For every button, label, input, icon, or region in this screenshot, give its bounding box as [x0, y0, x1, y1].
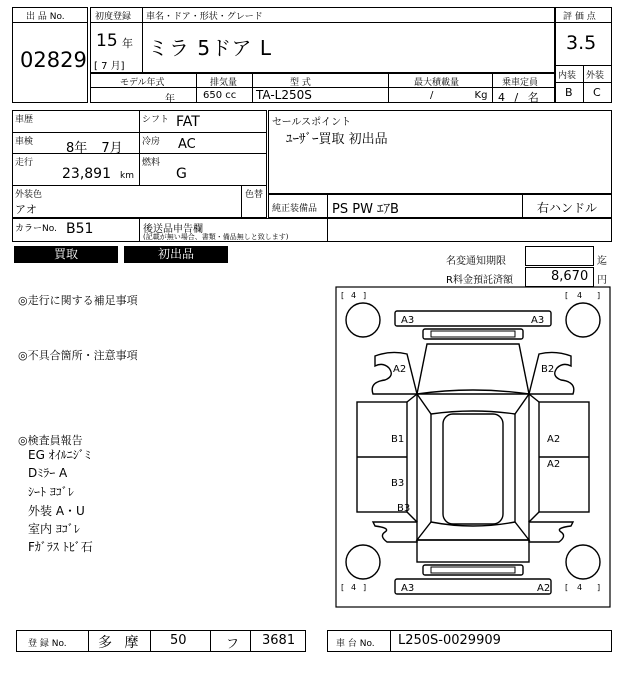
registration-area: 多 摩	[98, 635, 139, 651]
inspector-item: EG ｵｲﾙﾆｼﾞﾐ	[28, 448, 91, 462]
first-registration-label: 初度登録	[95, 12, 132, 22]
model-type: TA-L250S	[256, 88, 312, 102]
damage-mark-left-quarter: B3	[397, 503, 411, 514]
rear-bumper	[395, 579, 551, 594]
exterior-color-label: 外装色	[15, 190, 43, 200]
max-load: / Kg	[430, 90, 488, 101]
registration-number: 3681	[262, 633, 296, 648]
buy-tag: 買取	[14, 246, 118, 263]
roof	[443, 414, 503, 524]
svg-text:4: 4	[351, 291, 357, 300]
after-parts-note: (記載が無い場合、書類・備品無しと致します)	[143, 233, 289, 241]
handle-position: 右ハンドル	[537, 201, 598, 215]
damage-mark-right-front-fender: B2	[541, 364, 555, 375]
defect-remarks-title: ◎不具合箇所・注意事項	[18, 349, 138, 362]
lot-number: 02829	[20, 48, 87, 72]
driving-remarks-title: ◎走行に関する補足事項	[18, 294, 138, 307]
sales-point: ﾕｰｻﾞｰ買取 初出品	[286, 132, 388, 147]
registration-class: 50	[170, 633, 187, 648]
first-registration-month: [ 7 月]	[94, 61, 125, 72]
color-no: B51	[66, 221, 94, 237]
mileage-label: 走行	[15, 158, 34, 168]
svg-text:4: 4	[577, 583, 583, 592]
car-name: ミラ 5ドア L	[148, 36, 272, 60]
damage-mark-rear-bumper-left: A3	[401, 583, 415, 594]
model-type-label: 型 式	[290, 78, 311, 88]
svg-text:4: 4	[577, 291, 583, 300]
tire-rear-right	[566, 545, 600, 579]
passenger-capacity: 4 / 名	[498, 91, 539, 104]
svg-text:[: [	[341, 583, 345, 592]
fuel-value: G	[176, 166, 187, 182]
max-load-label: 最大積載量	[414, 78, 460, 88]
ac-value: AC	[178, 137, 196, 152]
inspector-item: 室内 ﾖｺﾞﾚ	[28, 522, 80, 536]
displacement: 650 cc	[203, 90, 237, 101]
first-listing-tag: 初出品	[124, 246, 228, 263]
damage-mark-left-front-door: B1	[391, 434, 405, 445]
history-label: 車歴	[15, 115, 34, 125]
svg-text:]: ]	[597, 583, 601, 592]
inspector-item: Dﾐﾗｰ A	[28, 466, 68, 480]
name-change-box	[525, 246, 594, 266]
mileage-value: 23,891	[62, 166, 111, 182]
inspector-item: Fｶﾞﾗｽ ﾄﾋﾞ石	[28, 540, 93, 554]
damage-mark-right-rear-door: A2	[547, 459, 561, 470]
recycle-unit: 円	[597, 275, 607, 286]
damage-mark-front-bumper-right: A3	[531, 315, 545, 326]
right-quarter	[529, 522, 573, 542]
inspection-value: 8年 7月	[66, 141, 123, 156]
svg-text:[: [	[565, 583, 569, 592]
exterior-color: アオ	[15, 203, 37, 216]
after-parts-label: 後送品申告欄	[143, 224, 203, 235]
svg-text:]: ]	[597, 291, 601, 300]
chassis-label: 車 台 No.	[336, 639, 375, 649]
damage-mark-rear-bumper-right: A2	[537, 583, 551, 594]
sales-point-label: セールスポイント	[272, 117, 352, 128]
name-change-label: 名変通知期限	[446, 256, 506, 267]
trunk	[417, 540, 529, 562]
damage-mark-right-front-door: A2	[547, 434, 561, 445]
tire-tag-front-left	[341, 291, 366, 300]
svg-text:[: [	[565, 291, 569, 300]
svg-text:]: ]	[363, 291, 367, 300]
registration-label: 登 録 No.	[28, 639, 67, 649]
recycle-value: 8,670	[551, 269, 589, 284]
chassis-number: L250S-0029909	[398, 633, 501, 648]
svg-text:[: [	[341, 291, 345, 300]
displacement-label: 排気量	[210, 78, 238, 88]
inspector-report-title: ◎検査員報告	[18, 434, 83, 447]
exterior-grade: C	[593, 86, 601, 99]
tire-tag-rear-right	[565, 583, 600, 592]
lot-number-label: 出 品 No.	[26, 12, 65, 22]
svg-text:4: 4	[351, 583, 357, 592]
fuel-label: 燃料	[142, 158, 161, 168]
equipment-label: 純正装備品	[272, 204, 318, 214]
tire-rear-left	[346, 545, 380, 579]
front-bumper	[395, 311, 551, 326]
model-year-label: モデル年式	[120, 78, 165, 88]
year-unit: 年	[122, 37, 133, 50]
ac-label: 冷房	[142, 137, 161, 147]
color-no-box	[12, 218, 612, 242]
first-registration-year: 15	[96, 31, 118, 51]
color-no-label: カラーNo.	[15, 224, 57, 234]
car-damage-diagram	[335, 286, 611, 608]
shift-label: シフト	[142, 115, 170, 125]
inspector-item: ｼｰﾄ ﾖｺﾞﾚ	[28, 485, 74, 499]
damage-mark-front-bumper-left: A3	[401, 315, 415, 326]
interior-grade: B	[565, 86, 573, 99]
shift-value: FAT	[176, 114, 200, 130]
tire-tag-front-right	[565, 291, 600, 300]
car-name-label: 車名・ドア・形状・グレード	[146, 12, 263, 22]
tire-front-left	[346, 303, 380, 337]
interior-label: 内装	[558, 71, 577, 81]
inspector-item: 外装 A・U	[28, 504, 85, 518]
svg-text:]: ]	[363, 583, 367, 592]
capacity-label: 乗車定員	[502, 78, 539, 88]
model-year-unit: 年	[165, 94, 175, 105]
tire-tag-rear-left	[341, 583, 366, 592]
overall-rating: 3.5	[566, 32, 597, 54]
left-quarter	[373, 522, 417, 542]
name-change-unit: 迄	[597, 256, 607, 267]
hood	[417, 344, 529, 394]
damage-mark-left-front-fender: A2	[393, 364, 407, 375]
rating-label: 評 価 点	[563, 12, 596, 22]
rear-window	[417, 522, 529, 540]
tire-front-right	[566, 303, 600, 337]
registration-kana: フ	[226, 637, 240, 652]
damage-mark-left-rear-door: B3	[391, 478, 405, 489]
equipment-value: PS PW ｴｱB	[332, 202, 399, 217]
exterior-label: 外装	[586, 71, 605, 81]
inspection-label: 車検	[15, 137, 34, 147]
mileage-unit: km	[120, 171, 134, 181]
color-change-label: 色替	[245, 190, 264, 200]
recycle-label: R料金預託済額	[446, 275, 513, 286]
